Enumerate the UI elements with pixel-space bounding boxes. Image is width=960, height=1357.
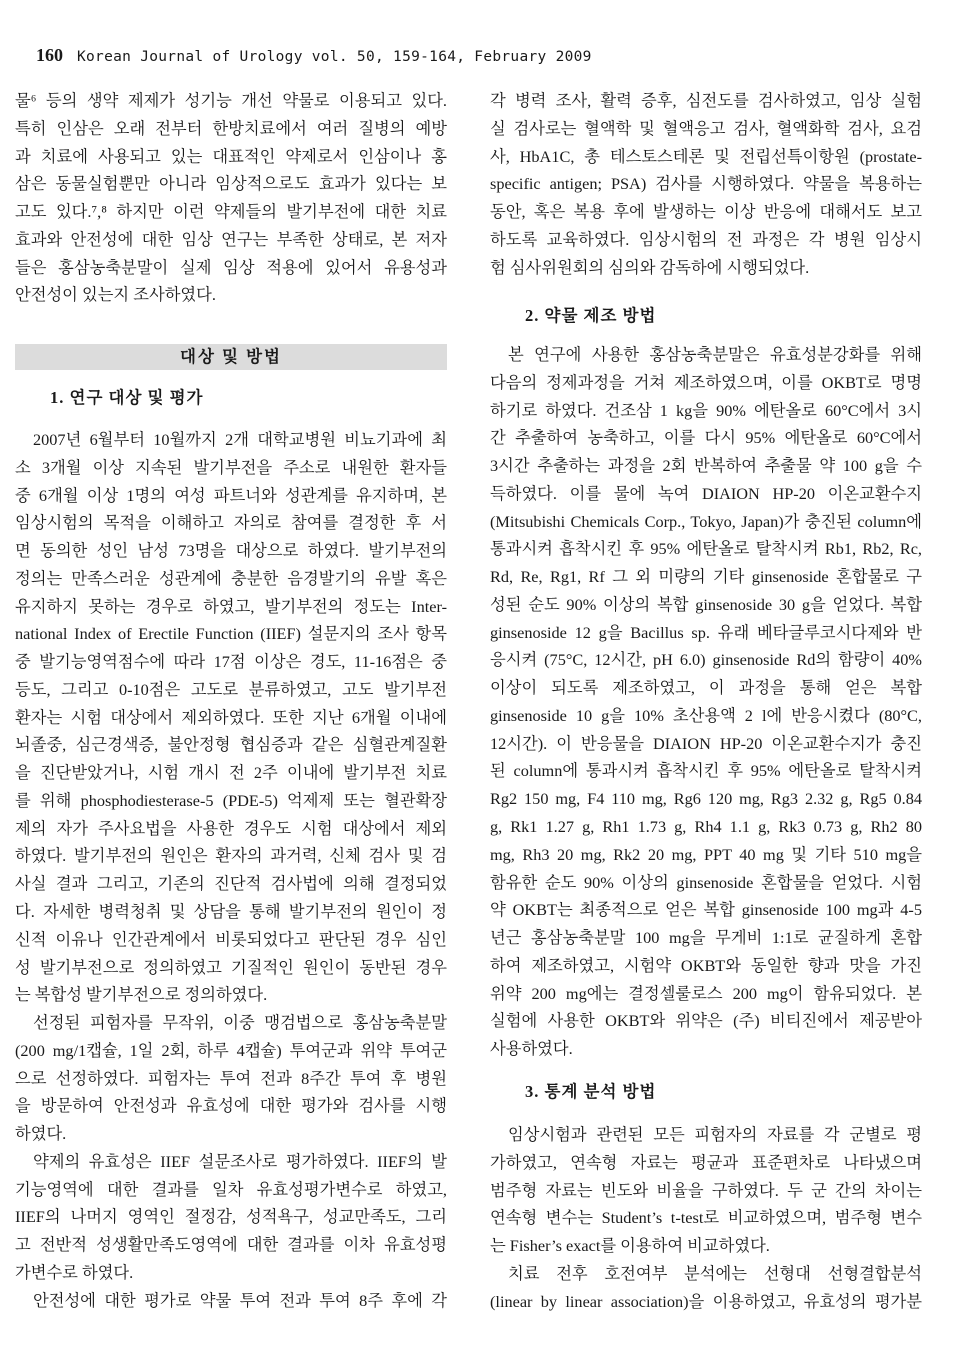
- text-line: 연속형 변수는 Student’s t-test로 비교하였으며, 범주형 변수: [490, 1208, 922, 1228]
- text-line: 뇌졸중, 심근경색증, 불안정형 협심증과 같은 심혈관계질환: [15, 735, 447, 755]
- text-line: 선정된 피험자를 무작위, 이중 맹검법으로 홍삼농축분말: [33, 1013, 447, 1033]
- text-line: 안전성이 있는지 조사하였다.: [15, 285, 216, 305]
- text-line: 과 치료에 사용되고 있는 대표적인 약제로서 인삼이나 홍: [15, 146, 447, 166]
- text-line: 는 복합성 발기부전으로 정의하였다.: [15, 985, 268, 1005]
- text-line: 고 전반적 성생활만족도영역에 대한 결과를 이차 유효성평: [15, 1235, 447, 1255]
- paragraph: [15, 1009, 447, 1148]
- text-line: 특히 인삼은 오래 전부터 한방치료에서 여러 질병의 예방: [15, 118, 447, 138]
- text-line: 치료 전후 호전여부 분석에는 선형대 선형결합분석: [508, 1263, 922, 1283]
- statistics-text: [490, 1121, 922, 1315]
- text-line: mg, Rh3 20 mg, Rk2 20 mg, PPT 40 mg 및 기타 510 mg을: [490, 844, 922, 864]
- paragraph: [15, 426, 447, 1009]
- text-line: 소 3개월 이상 지속된 발기부전을 주소로 내원한 환자들: [15, 457, 447, 477]
- text-line: 제의 자가 주사요법을 사용한 경우도 시험 대상에서 제외: [15, 818, 447, 838]
- paragraph: [490, 341, 922, 1063]
- text-line: 정의는 만족스러운 성관계에 충분한 음경발기의 유발 혹은: [15, 568, 447, 588]
- text-line: 각 병력 조사, 활력 증후, 심전도를 검사하였고, 임상 실험: [490, 91, 922, 110]
- text-line: 효과와 안전성에 대한 임상 연구는 부족한 상태로, 본 저자: [15, 229, 447, 249]
- text-line: 약 OKBT는 최종적으로 얻은 복합 ginsenoside 100 mg과 4-5: [490, 900, 922, 920]
- text-line: 함유한 순도 90% 이상의 ginsenoside 혼합물을 얻었다. 시험: [490, 872, 922, 892]
- text-line: 으로 선정하였다. 피험자는 투여 전과 8주간 투여 후 병원: [15, 1068, 447, 1088]
- subsection-heading-3: 3. 통계 분석 방법: [525, 1082, 657, 1101]
- text-line: 3시간 추출하는 과정을 2회 반복하여 추출물 약 100 g을 수: [490, 456, 922, 476]
- text-line: ginsenoside 10 g을 10% 초산용액 2 l에 반응시켰다 (80°C,: [490, 705, 922, 725]
- text-line: 환자는 시험 대상에서 제외하였다. 또한 지난 6개월 이내에: [15, 707, 447, 727]
- text-line: specific antigen; PSA) 검사를 시행하였다. 약물을 복용하는: [490, 174, 922, 194]
- text-line: 다. 자세한 병력청취 및 상담을 통해 발기부전의 원인이 정: [15, 902, 447, 922]
- text-line: 실 검사로는 혈액학 및 혈액응고 검사, 혈액화학 검사, 요검: [490, 118, 922, 138]
- text-line: 가변수로 하였다.: [15, 1262, 134, 1282]
- text-line: IIEF의 나머지 영역인 절정감, 성적욕구, 성교만족도, 그리: [15, 1207, 447, 1227]
- text-line: 득하였다. 이를 물에 녹여 DIAION HP-20 이온교환수지: [490, 483, 922, 503]
- text-line: 하였다. 발기부전의 원인은 환자의 과거력, 신체 검사 및 검: [15, 846, 447, 866]
- text-line: 사실 결과 그리고, 기존의 진단적 검사법에 의해 결정되었: [15, 874, 447, 894]
- text-line: 물⁶ 등의 생약 제제가 성기능 개선 약물로 이용되고 있다.: [15, 91, 447, 110]
- text-line: 사용하였다.: [490, 1039, 573, 1059]
- text-line: (200 mg/1캡슐, 1일 2회, 하루 4캡슐) 투여군과 위약 투여군: [15, 1040, 447, 1060]
- text-line: ginsenoside 12 g을 Bacillus sp. 유래 베타글루코시다제와 반: [490, 622, 922, 642]
- text-line: 을 방문하여 안전성과 유효성에 대한 평가와 검사를 시행: [15, 1096, 447, 1116]
- text-line: 응시켜 (75°C, 12시간, pH 6.0) ginsenoside Rd의 함량이 40%: [490, 650, 922, 670]
- text-line: 본 연구에 사용한 홍삼농축분말은 유효성분강화를 위해: [508, 345, 922, 364]
- text-line: 임상시험의 목적을 이해하고 자의로 참여를 결정한 후 서: [15, 513, 447, 533]
- text-line: 면 동의한 성인 남성 73명을 대상으로 하였다. 발기부전의: [15, 541, 447, 561]
- section-heading-methods: 대상 및 방법: [15, 344, 447, 370]
- running-header: [36, 45, 592, 66]
- text-line: Rg2 150 mg, F4 110 mg, Rg6 120 mg, Rg3 2.32 g, Rg5 0.84: [490, 789, 922, 809]
- text-line: 임상시험과 관련된 모든 피험자의 자료를 각 군별로 평: [508, 1125, 922, 1144]
- page-number: 160: [36, 45, 63, 65]
- subsection-heading-2: 2. 약물 제조 방법: [525, 306, 657, 325]
- text-line: 실험에 사용한 OKBT와 위약은 (주) 비티진에서 제공받아: [490, 1011, 922, 1031]
- subjects-text-column: [15, 426, 447, 1315]
- journal-citation: Korean Journal of Urology vol. 50, 159-164, February 2009: [77, 49, 592, 65]
- text-line: 12시간). 이 반응물을 DIAION HP-20 이온교환수지가 충진: [490, 733, 922, 753]
- paragraph: [490, 87, 922, 281]
- text-line: 성된 순도 90% 이상의 복합 ginsenoside 30 g을 얻었다. 복합: [490, 594, 922, 614]
- paragraph: [15, 1287, 447, 1315]
- text-line: (Mitsubishi Chemicals Corp., Tokyo, Japan)가 충진된 column에: [490, 511, 922, 531]
- text-line: 다음의 정제과정을 거쳐 제조하였으며, 이를 OKBT로 명명: [490, 372, 922, 392]
- subsection-heading-1: 1. 연구 대상 및 평가: [50, 388, 204, 407]
- text-line: 을 진단받았거나, 시험 개시 전 2주 이내에 발기부전 치료: [15, 763, 447, 783]
- text-line: 등도, 그리고 0-10점은 고도로 분류하였고, 고도 발기부전: [15, 679, 447, 699]
- text-line: 이상이 되도록 제조하였고, 이 과정을 통해 얻은 복합: [490, 678, 922, 698]
- text-line: 들은 홍삼농축분말이 실제 임상 적용에 있어서 유용성과: [15, 257, 447, 277]
- text-line: 삼은 동물실험뿐만 아니라 임상적으로도 효과가 있다는 보: [15, 174, 447, 194]
- paragraph: [15, 87, 447, 309]
- text-line: 2007년 6월부터 10월까지 2개 대학교병원 비뇨기과에 최: [33, 430, 447, 449]
- text-line: 기능영역에 대한 결과를 일차 유효성평가변수로 하였고,: [15, 1179, 447, 1199]
- intro-text-column-left: [15, 87, 447, 309]
- text-line: (linear by linear association)을 이용하였고, 유효성의 평가분: [490, 1291, 922, 1311]
- text-line: 위약 200 mg에는 결정셀룰로스 200 mg이 함유되었다. 본: [490, 983, 922, 1003]
- text-line: national Index of Erectile Function (IIEF) 설문지의 조사 항목: [15, 624, 447, 644]
- text-line: 유지하지 못하는 경우로 하였고, 발기부전의 정도는 Inter-: [15, 596, 447, 616]
- paragraph: [15, 1148, 447, 1287]
- text-line: 된 column에 통과시켜 흡착시킨 후 95% 에탄올로 탈착시켜: [490, 761, 922, 781]
- text-line: 간 추출하여 농축하고, 이를 다시 95% 에탄올로 60°C에서: [490, 428, 922, 448]
- text-line: 신적 이유나 인간관계에서 비롯되었다고 판단된 경우 심인: [15, 929, 447, 949]
- text-line: 중 발기능영역점수에 따라 17점 이상은 경도, 11-16점은 중: [15, 652, 447, 672]
- text-line: 하도록 교육하였다. 임상시험의 전 과정은 각 병원 임상시: [490, 229, 922, 249]
- text-line: 안전성에 대한 평가로 약물 투여 전과 투여 8주 후에 각: [33, 1290, 447, 1310]
- text-line: 범주형 자료는 빈도와 비율을 구하였다. 두 군 간의 차이는: [490, 1180, 922, 1200]
- text-line: 성 발기부전으로 정의하였고 기질적인 원인이 동반된 경우: [15, 957, 447, 977]
- text-line: 약제의 유효성은 IIEF 설문조사로 평가하였다. IIEF의 발: [33, 1151, 447, 1171]
- text-line: 가하였고, 연속형 자료는 평균과 표준편차로 나타냈으며: [490, 1152, 922, 1172]
- text-line: 를 위해 phosphodiesterase-5 (PDE-5) 억제제 또는 혈관확장: [15, 790, 447, 810]
- text-line: 는 Fisher’s exact를 이용하여 비교하였다.: [490, 1236, 770, 1256]
- text-line: 중 6개월 이상 1명의 여성 파트너와 성관계를 유지하며, 본: [15, 485, 447, 505]
- text-line: 통과시켜 흡착시킨 후 95% 에탄올로 탈착시켜 Rb1, Rb2, Rc,: [490, 539, 922, 559]
- text-line: g, Rk1 1.27 g, Rh1 1.73 g, Rh4 1.1 g, Rk3 0.73 g, Rh2 80: [490, 817, 922, 837]
- text-line: 하기로 하였다. 건조삼 1 kg을 90% 에탄올로 60°C에서 3시: [490, 400, 922, 420]
- text-line: Rd, Re, Rg1, Rf 그 외 미량의 기타 ginsenoside 혼합물로 구: [490, 567, 922, 587]
- text-line: 사, HbA1C, 총 테스토스테론 및 전립선특이항원 (prostate-: [490, 146, 922, 166]
- text-line: 하여 제조하였고, 시험약 OKBT와 동일한 향과 맛을 가진: [490, 955, 922, 975]
- text-line: 년근 홍삼농축분말 100 mg을 무게비 1:1로 균질하게 혼합: [490, 928, 922, 948]
- text-line: 하였다.: [15, 1124, 67, 1144]
- text-line: 동안, 혹은 복용 후에 발생하는 이상 반응에 대해서도 보고: [490, 202, 922, 222]
- text-line: 험 심사위원회의 심의와 감독하에 시행되었다.: [490, 257, 810, 277]
- text-line: 고도 있다.⁷,⁸ 하지만 이런 약제들의 발기부전에 대한 치료: [15, 202, 447, 222]
- safety-text-column: [490, 87, 922, 281]
- paragraph: [490, 1260, 922, 1316]
- paragraph: [490, 1121, 922, 1260]
- drug-preparation-text: [490, 341, 922, 1063]
